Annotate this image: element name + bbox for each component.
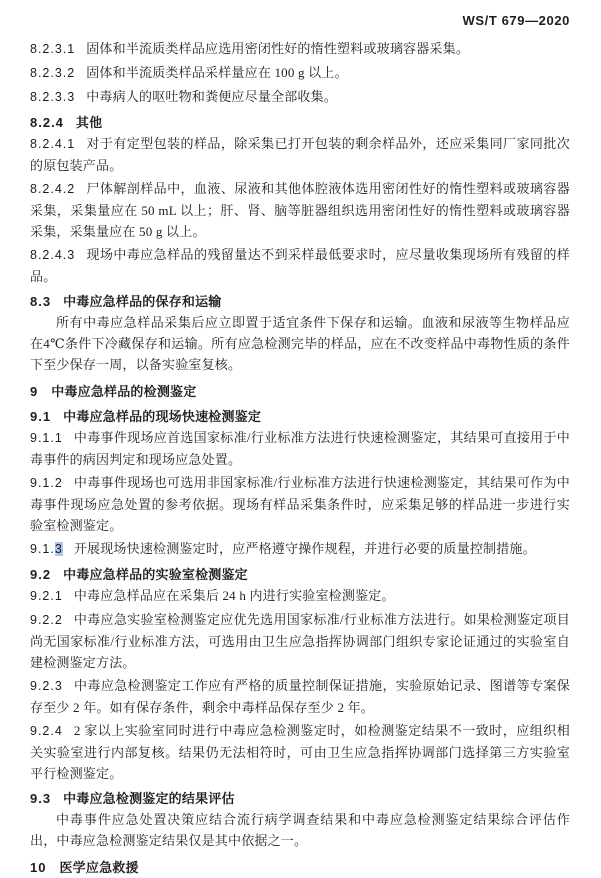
clause-number-text: 9.2.1 (30, 589, 63, 603)
clause (30, 427, 570, 470)
chapter-heading (30, 857, 570, 878)
clause-text: 2 家以上实验室同时进行中毒应急检测鉴定时，如检测鉴定结果不一致时，应组织相关实验室进行内部复核。结果仍无法相符时，可由卫生应急指挥协调部门选择第三方实验室平行检测鉴定。 (30, 723, 570, 781)
page-header (30, 13, 570, 29)
body-text: 所有中毒应急样品采集后应立即置于适宜条件下保存和运输。血液和尿液等生物样品应在4℃条件下冷藏保存和运输。所有应急检测完毕的样品，应在不改变样品中毒物性质的条件下至少保存一周，以备实验室复核。 (30, 315, 570, 372)
clause-number (30, 476, 63, 490)
clause (30, 38, 570, 60)
clause-number (30, 115, 64, 130)
clause-number (30, 860, 46, 875)
clause-number-text: 8.2.4.2 (30, 182, 76, 196)
clause (30, 86, 570, 108)
clause-text: 中毒病人的呕吐物和粪便应尽量全部收集。 (86, 89, 338, 104)
clause (30, 538, 570, 560)
paragraph (30, 809, 570, 851)
clause-text: 固体和半流质类样品采样量应在 100 g 以上。 (86, 65, 348, 80)
clause-number (30, 66, 75, 80)
clause-number-text: 9.2 (30, 567, 52, 582)
clause-number-text: 9.2.2 (30, 613, 63, 627)
clause-text: 固体和半流质类样品应选用密闭性好的惰性塑料或玻璃容器采集。 (86, 41, 470, 56)
clause-number-text: 9.2.4 (30, 724, 63, 738)
body-text: 其他 (75, 115, 103, 130)
section-heading (30, 291, 570, 312)
section-heading (30, 406, 570, 427)
clause-number (30, 431, 63, 445)
clause-number (30, 90, 75, 104)
clause-number-text: 10 (30, 860, 47, 875)
selected-text: 3 (54, 542, 63, 556)
clause-number-text: 9.1. (30, 542, 55, 556)
clause-text: 对于有定型包装的样品，除采集已打开包装的剩余样品外，还应采集同厂家同批次的原包装产品。 (30, 136, 570, 173)
clause (30, 178, 570, 242)
clause-number (30, 542, 63, 556)
body-text: 中毒应急样品的实验室检测鉴定 (63, 567, 248, 582)
clause-text: 中毒应急检测鉴定工作应有严格的质量控制保证措施，实验原始记录、图谱等专案保存至少 2 年。如有保存条件，剩余中毒样品保存至少 2 年。 (30, 678, 570, 715)
clause-number-text: 9 (30, 384, 39, 399)
clause-text: 中毒应急样品应在采集后 24 h 内进行实验室检测鉴定。 (73, 588, 395, 603)
clause-number-text: 9.2.3 (30, 679, 63, 693)
clause (30, 472, 570, 536)
clause-number (30, 294, 51, 309)
clause (30, 585, 570, 607)
chapter-heading (30, 381, 570, 402)
body-text: 医学应急救援 (59, 860, 139, 875)
section-heading (30, 112, 570, 133)
clause (30, 133, 570, 176)
paragraph (30, 312, 570, 375)
clause-text: 中毒应急实验室检测鉴定应优先选用国家标准/行业标准方法进行。如果检测鉴定项目尚无国家标准/行业标准方法，可选用由卫生应急指挥协调部门组织专家论证通过的实验室自建检测鉴定方法。 (30, 612, 570, 670)
clause-number-text: 9.3 (30, 791, 52, 806)
body-text: 中毒应急样品的检测鉴定 (51, 384, 197, 399)
section-heading (30, 564, 570, 585)
body-text: 中毒应急样品的现场快速检测鉴定 (63, 409, 262, 424)
clause (30, 675, 570, 718)
clause-text: 中毒事件现场应首选国家标准/行业标准方法进行快速检测鉴定，其结果可直接用于中毒事件的病因判定和现场应急处置。 (30, 430, 570, 467)
clause-text: 现场中毒应急样品的残留量达不到采样最低要求时，应尽量收集现场所有残留的样品。 (30, 247, 570, 284)
clause-number (30, 137, 75, 151)
clause-text: 尸体解剖样品中，血液、尿液和其他体腔液体选用密闭性好的惰性塑料或玻璃容器采集，采集量应在 50 mL 以上；肝、肾、脑等脏器组织选用密闭性好的惰性塑料或玻璃容器采集，采集量应在 50 g 以上。 (30, 181, 570, 239)
clause-number (30, 679, 63, 693)
body-text: 中毒应急检测鉴定的结果评估 (63, 791, 235, 806)
clause-number-text: 8.2.4.3 (30, 248, 76, 262)
body-text: 中毒应急样品的保存和运输 (63, 294, 222, 309)
clause-number (30, 182, 75, 196)
clause-number-text: 8.3 (30, 294, 52, 309)
clause (30, 244, 570, 287)
clause-number (30, 384, 38, 399)
clause-number-text: 8.2.3.2 (30, 66, 76, 80)
clause (30, 720, 570, 784)
section-heading (30, 788, 570, 809)
clause-number (30, 42, 75, 56)
clause-number-text: 8.2.3.3 (30, 90, 76, 104)
clause-number (30, 567, 51, 582)
document-content (30, 38, 570, 878)
clause-text: 中毒事件现场也可选用非国家标准/行业标准方法进行快速检测鉴定，其结果可作为中毒事件现场应急处置的参考依据。现场有样品采集条件时，应采集足够的样品进一步进行实验室检测鉴定。 (30, 475, 570, 533)
clause-number (30, 724, 63, 738)
clause (30, 609, 570, 673)
body-text: 中毒事件应急处置决策应结合流行病学调查结果和中毒应急检测鉴定结果综合评估作出，中毒应急检测鉴定结果仅是其中依据之一。 (30, 812, 570, 848)
clause-number-text: 8.2.3.1 (30, 42, 76, 56)
clause-number (30, 613, 63, 627)
clause-number-text: 9.1.1 (30, 431, 63, 445)
clause-number (30, 589, 63, 603)
clause-number-text: 9.1 (30, 409, 52, 424)
clause-number (30, 409, 51, 424)
clause-number-text: 8.2.4.1 (30, 137, 76, 151)
standard-number: WS/T 679—2020 (462, 13, 570, 28)
clause-number (30, 248, 75, 262)
clause-text: 开展现场快速检测鉴定时，应严格遵守操作规程，并进行必要的质量控制措施。 (73, 541, 536, 556)
clause-number-text: 8.2.4 (30, 115, 64, 130)
clause-number-text: 9.1.2 (30, 476, 63, 490)
clause-number (30, 791, 51, 806)
clause (30, 62, 570, 84)
